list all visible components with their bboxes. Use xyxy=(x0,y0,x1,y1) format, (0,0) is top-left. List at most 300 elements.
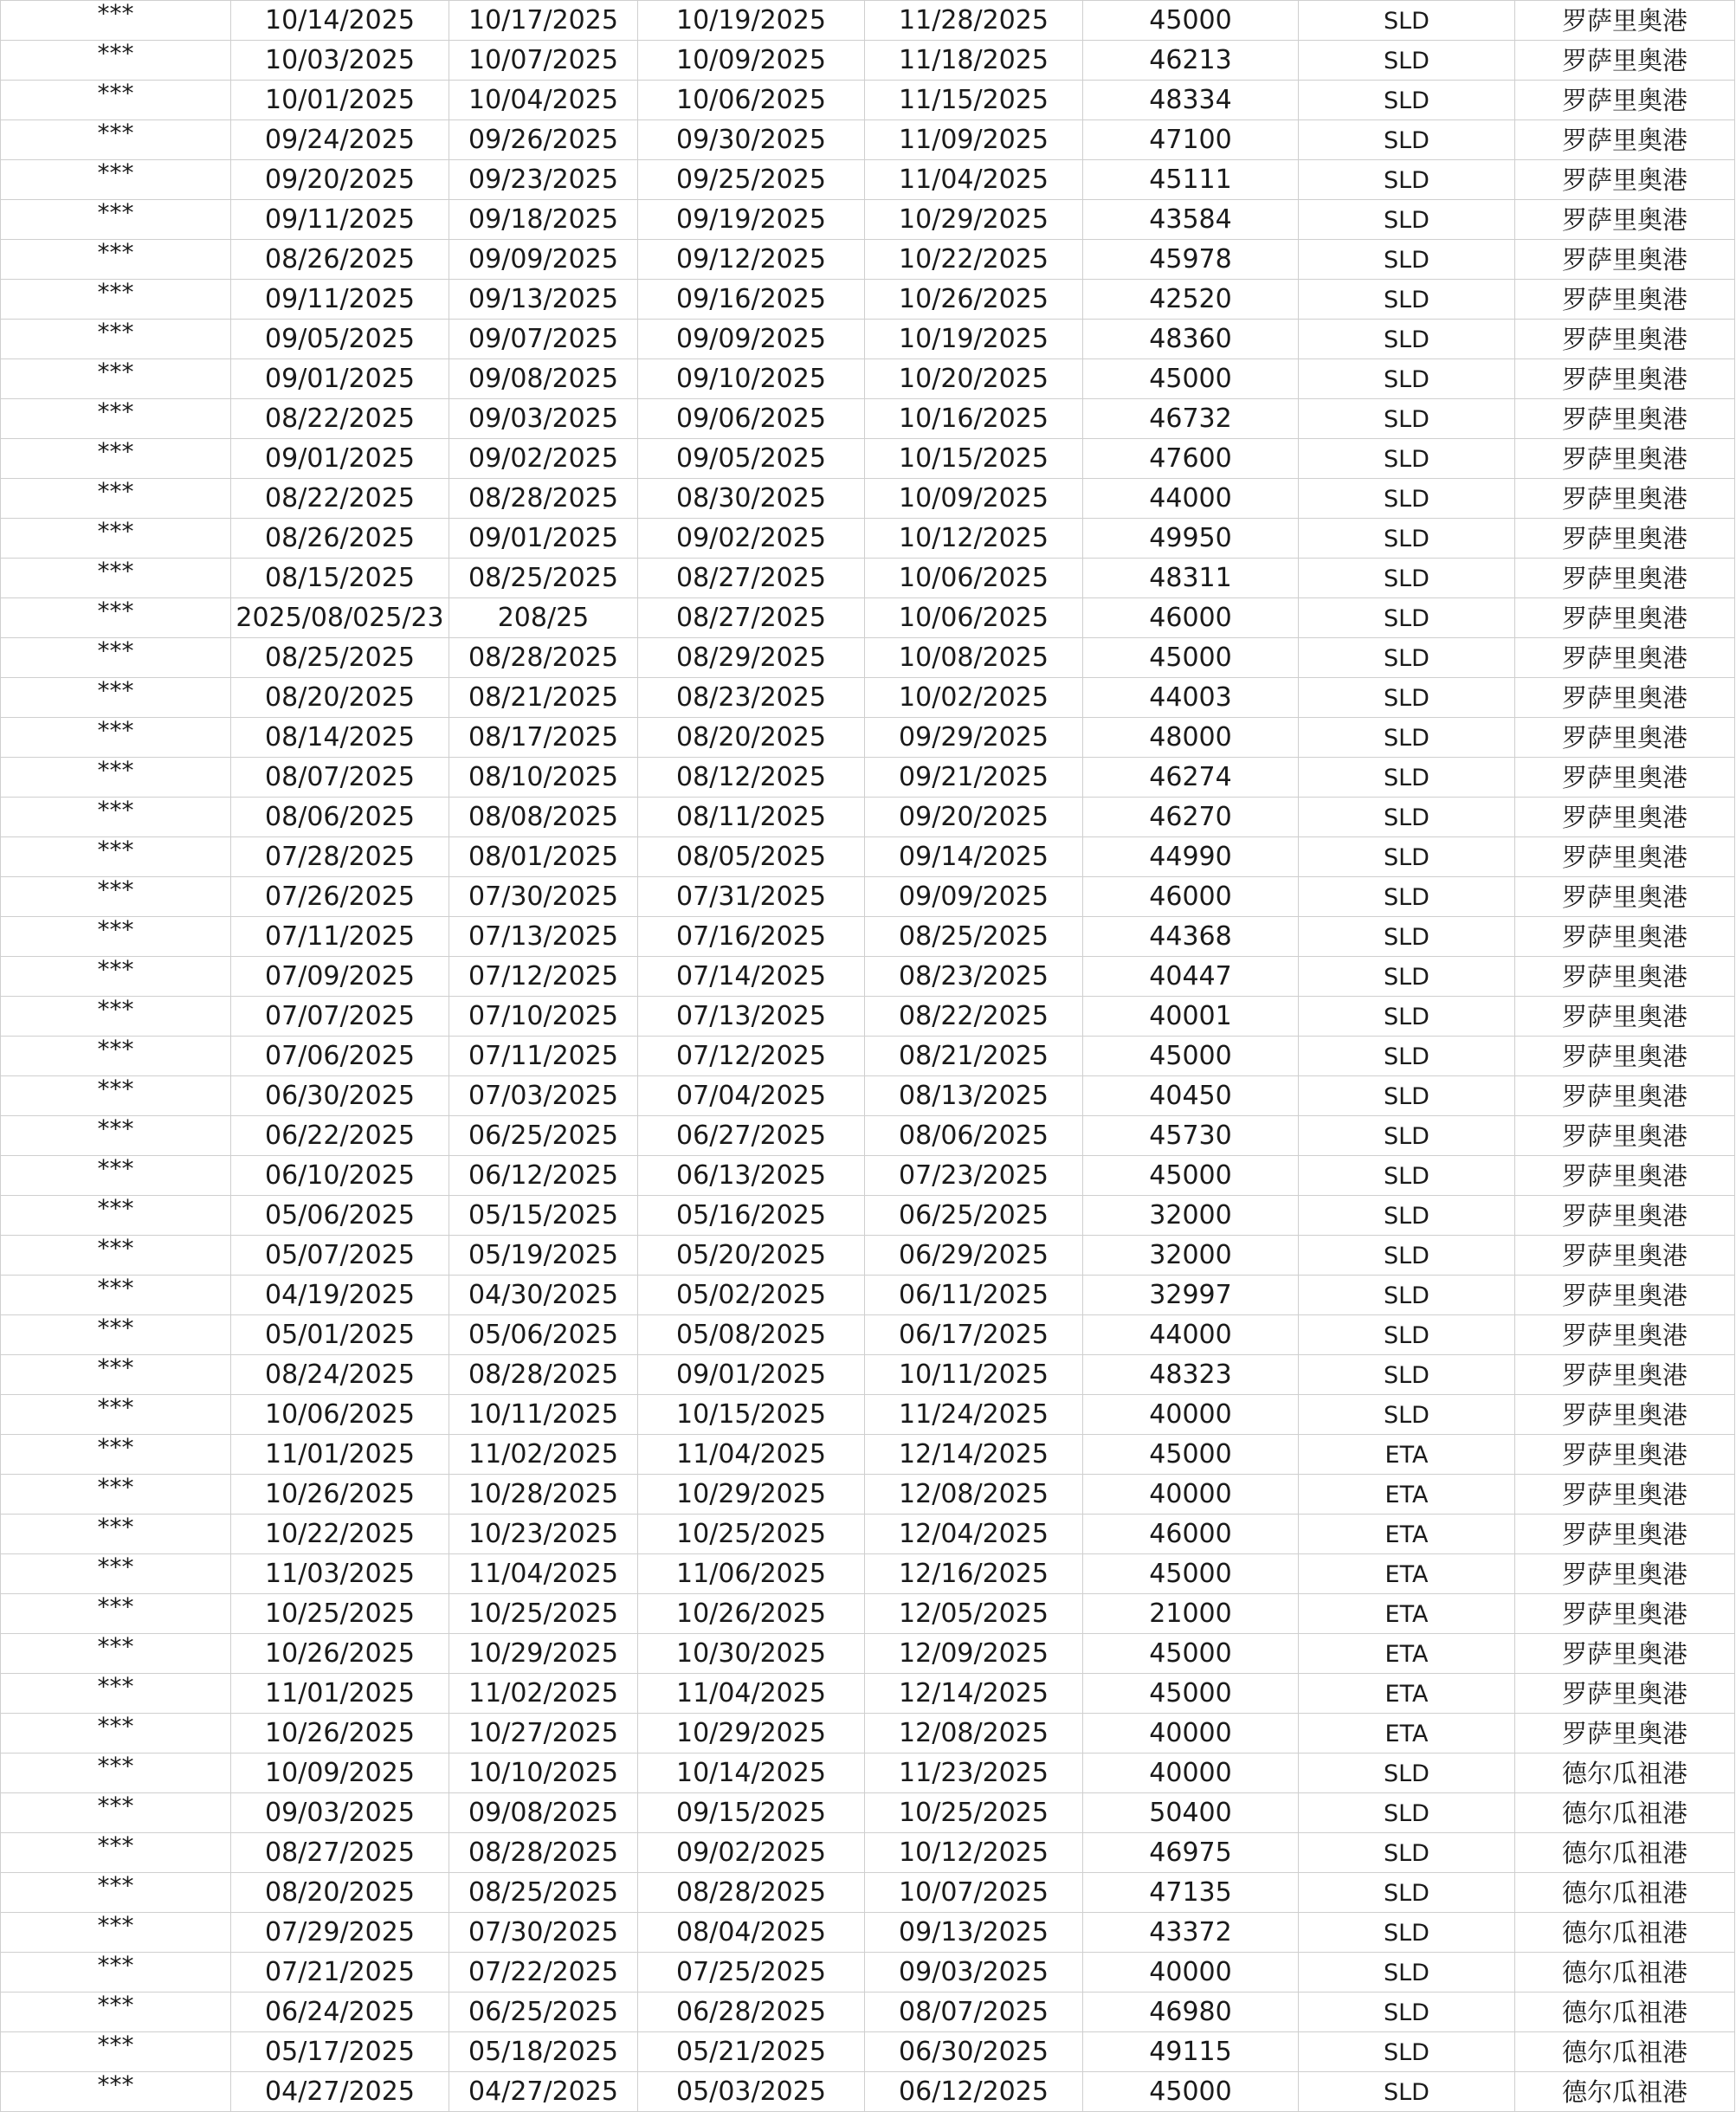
date-cell-2: 07/11/2025 xyxy=(449,1037,638,1076)
date-cell-1: 08/20/2025 xyxy=(231,1873,449,1913)
masked-id-cell: *** xyxy=(1,1953,231,1993)
table-row xyxy=(1,399,1735,439)
date-cell-2: 10/27/2025 xyxy=(449,1714,638,1754)
quantity-cell: 45000 xyxy=(1083,1037,1299,1076)
masked-id-cell: *** xyxy=(1,1076,231,1116)
date-cell-1: 06/24/2025 xyxy=(231,1993,449,2032)
port-cell: 罗萨里奥港 xyxy=(1515,41,1735,81)
date-cell-1: 08/26/2025 xyxy=(231,240,449,280)
date-cell-3: 07/04/2025 xyxy=(638,1076,865,1116)
date-cell-1: 04/27/2025 xyxy=(231,2072,449,2112)
date-cell-4: 10/15/2025 xyxy=(865,439,1083,479)
date-cell-3: 08/29/2025 xyxy=(638,638,865,678)
masked-id-cell: *** xyxy=(1,359,231,399)
date-cell-3: 05/02/2025 xyxy=(638,1276,865,1315)
date-cell-3: 10/14/2025 xyxy=(638,1754,865,1793)
date-cell-3: 10/06/2025 xyxy=(638,81,865,120)
status-cell: SLD xyxy=(1299,439,1515,479)
masked-id-cell: *** xyxy=(1,399,231,439)
date-cell-4: 10/29/2025 xyxy=(865,200,1083,240)
port-cell: 罗萨里奥港 xyxy=(1515,81,1735,120)
port-cell: 罗萨里奥港 xyxy=(1515,519,1735,559)
table-row xyxy=(1,1276,1735,1315)
table-row xyxy=(1,2072,1735,2112)
status-cell: SLD xyxy=(1299,758,1515,798)
quantity-cell: 45978 xyxy=(1083,240,1299,280)
date-cell-1: 2025/08/025/23 xyxy=(231,598,449,638)
masked-id-cell: *** xyxy=(1,1315,231,1355)
status-cell: SLD xyxy=(1299,638,1515,678)
quantity-cell: 50400 xyxy=(1083,1793,1299,1833)
status-cell: ETA xyxy=(1299,1515,1515,1554)
port-cell: 罗萨里奥港 xyxy=(1515,957,1735,997)
status-cell: ETA xyxy=(1299,1475,1515,1515)
masked-id-cell: *** xyxy=(1,1,231,41)
port-cell: 德尔瓜祖港 xyxy=(1515,1993,1735,2032)
date-cell-4: 06/12/2025 xyxy=(865,2072,1083,2112)
date-cell-1: 10/26/2025 xyxy=(231,1475,449,1515)
table-row xyxy=(1,1714,1735,1754)
date-cell-4: 10/06/2025 xyxy=(865,598,1083,638)
port-cell: 德尔瓜祖港 xyxy=(1515,1833,1735,1873)
date-cell-4: 12/08/2025 xyxy=(865,1714,1083,1754)
date-cell-4: 10/19/2025 xyxy=(865,320,1083,359)
date-cell-2: 09/13/2025 xyxy=(449,280,638,320)
date-cell-3: 09/12/2025 xyxy=(638,240,865,280)
date-cell-4: 09/21/2025 xyxy=(865,758,1083,798)
date-cell-2: 05/19/2025 xyxy=(449,1236,638,1276)
masked-id-cell: *** xyxy=(1,1594,231,1634)
status-cell: SLD xyxy=(1299,798,1515,837)
date-cell-1: 07/28/2025 xyxy=(231,837,449,877)
date-cell-3: 06/13/2025 xyxy=(638,1156,865,1196)
table-row xyxy=(1,1435,1735,1475)
date-cell-4: 10/26/2025 xyxy=(865,280,1083,320)
date-cell-2: 06/12/2025 xyxy=(449,1156,638,1196)
date-cell-4: 08/13/2025 xyxy=(865,1076,1083,1116)
masked-id-cell: *** xyxy=(1,41,231,81)
status-cell: SLD xyxy=(1299,399,1515,439)
status-cell: ETA xyxy=(1299,1554,1515,1594)
table-row xyxy=(1,758,1735,798)
quantity-cell: 44990 xyxy=(1083,837,1299,877)
masked-id-cell: *** xyxy=(1,1714,231,1754)
table-row xyxy=(1,1674,1735,1714)
masked-id-cell: *** xyxy=(1,1913,231,1953)
date-cell-1: 07/11/2025 xyxy=(231,917,449,957)
quantity-cell: 48311 xyxy=(1083,559,1299,598)
date-cell-2: 08/25/2025 xyxy=(449,559,638,598)
date-cell-4: 12/09/2025 xyxy=(865,1634,1083,1674)
quantity-cell: 48000 xyxy=(1083,718,1299,758)
date-cell-1: 09/20/2025 xyxy=(231,160,449,200)
date-cell-3: 07/16/2025 xyxy=(638,917,865,957)
status-cell: ETA xyxy=(1299,1674,1515,1714)
date-cell-2: 07/30/2025 xyxy=(449,877,638,917)
date-cell-4: 11/04/2025 xyxy=(865,160,1083,200)
quantity-cell: 40000 xyxy=(1083,1475,1299,1515)
quantity-cell: 46000 xyxy=(1083,598,1299,638)
date-cell-2: 09/01/2025 xyxy=(449,519,638,559)
port-cell: 罗萨里奥港 xyxy=(1515,399,1735,439)
port-cell: 罗萨里奥港 xyxy=(1515,837,1735,877)
date-cell-1: 06/30/2025 xyxy=(231,1076,449,1116)
masked-id-cell: *** xyxy=(1,997,231,1037)
quantity-cell: 32997 xyxy=(1083,1276,1299,1315)
date-cell-4: 12/05/2025 xyxy=(865,1594,1083,1634)
date-cell-2: 08/28/2025 xyxy=(449,479,638,519)
table-row xyxy=(1,1315,1735,1355)
masked-id-cell: *** xyxy=(1,758,231,798)
date-cell-3: 10/30/2025 xyxy=(638,1634,865,1674)
status-cell: SLD xyxy=(1299,917,1515,957)
date-cell-3: 07/13/2025 xyxy=(638,997,865,1037)
date-cell-2: 09/08/2025 xyxy=(449,1793,638,1833)
masked-id-cell: *** xyxy=(1,240,231,280)
date-cell-1: 08/14/2025 xyxy=(231,718,449,758)
date-cell-1: 09/01/2025 xyxy=(231,359,449,399)
table-body xyxy=(1,1,1735,2112)
date-cell-2: 08/21/2025 xyxy=(449,678,638,718)
quantity-cell: 48360 xyxy=(1083,320,1299,359)
port-cell: 罗萨里奥港 xyxy=(1515,1236,1735,1276)
quantity-cell: 49950 xyxy=(1083,519,1299,559)
date-cell-3: 08/27/2025 xyxy=(638,559,865,598)
masked-id-cell: *** xyxy=(1,81,231,120)
masked-id-cell: *** xyxy=(1,280,231,320)
date-cell-3: 07/25/2025 xyxy=(638,1953,865,1993)
quantity-cell: 44000 xyxy=(1083,479,1299,519)
date-cell-4: 06/29/2025 xyxy=(865,1236,1083,1276)
status-cell: SLD xyxy=(1299,1793,1515,1833)
date-cell-1: 10/22/2025 xyxy=(231,1515,449,1554)
date-cell-2: 05/06/2025 xyxy=(449,1315,638,1355)
status-cell: ETA xyxy=(1299,1594,1515,1634)
date-cell-2: 11/02/2025 xyxy=(449,1674,638,1714)
status-cell: SLD xyxy=(1299,1156,1515,1196)
port-cell: 德尔瓜祖港 xyxy=(1515,1873,1735,1913)
date-cell-4: 11/28/2025 xyxy=(865,1,1083,41)
date-cell-2: 10/29/2025 xyxy=(449,1634,638,1674)
masked-id-cell: *** xyxy=(1,1355,231,1395)
masked-id-cell: *** xyxy=(1,638,231,678)
port-cell: 罗萨里奥港 xyxy=(1515,280,1735,320)
date-cell-4: 12/14/2025 xyxy=(865,1435,1083,1475)
masked-id-cell: *** xyxy=(1,678,231,718)
date-cell-1: 10/01/2025 xyxy=(231,81,449,120)
quantity-cell: 47100 xyxy=(1083,120,1299,160)
status-cell: SLD xyxy=(1299,479,1515,519)
port-cell: 罗萨里奥港 xyxy=(1515,598,1735,638)
table-row xyxy=(1,2032,1735,2072)
date-cell-4: 12/16/2025 xyxy=(865,1554,1083,1594)
table-row xyxy=(1,1,1735,41)
quantity-cell: 45000 xyxy=(1083,1634,1299,1674)
masked-id-cell: *** xyxy=(1,1435,231,1475)
status-cell: SLD xyxy=(1299,120,1515,160)
date-cell-4: 08/23/2025 xyxy=(865,957,1083,997)
date-cell-1: 04/19/2025 xyxy=(231,1276,449,1315)
date-cell-2: 05/15/2025 xyxy=(449,1196,638,1236)
date-cell-3: 06/28/2025 xyxy=(638,1993,865,2032)
date-cell-1: 07/07/2025 xyxy=(231,997,449,1037)
date-cell-4: 08/06/2025 xyxy=(865,1116,1083,1156)
table-row xyxy=(1,798,1735,837)
date-cell-4: 09/13/2025 xyxy=(865,1913,1083,1953)
date-cell-2: 09/23/2025 xyxy=(449,160,638,200)
date-cell-3: 11/06/2025 xyxy=(638,1554,865,1594)
date-cell-2: 11/02/2025 xyxy=(449,1435,638,1475)
date-cell-1: 09/01/2025 xyxy=(231,439,449,479)
table-row xyxy=(1,280,1735,320)
date-cell-1: 05/06/2025 xyxy=(231,1196,449,1236)
port-cell: 罗萨里奥港 xyxy=(1515,877,1735,917)
masked-id-cell: *** xyxy=(1,1037,231,1076)
masked-id-cell: *** xyxy=(1,1754,231,1793)
table-row xyxy=(1,1993,1735,2032)
masked-id-cell: *** xyxy=(1,718,231,758)
quantity-cell: 21000 xyxy=(1083,1594,1299,1634)
date-cell-3: 08/05/2025 xyxy=(638,837,865,877)
quantity-cell: 45730 xyxy=(1083,1116,1299,1156)
date-cell-4: 12/04/2025 xyxy=(865,1515,1083,1554)
date-cell-1: 05/07/2025 xyxy=(231,1236,449,1276)
table-row xyxy=(1,1634,1735,1674)
masked-id-cell: *** xyxy=(1,439,231,479)
date-cell-1: 08/22/2025 xyxy=(231,399,449,439)
date-cell-3: 07/31/2025 xyxy=(638,877,865,917)
quantity-cell: 46732 xyxy=(1083,399,1299,439)
date-cell-3: 08/04/2025 xyxy=(638,1913,865,1953)
quantity-cell: 47600 xyxy=(1083,439,1299,479)
status-cell: SLD xyxy=(1299,81,1515,120)
date-cell-1: 11/03/2025 xyxy=(231,1554,449,1594)
status-cell: SLD xyxy=(1299,1116,1515,1156)
date-cell-2: 09/18/2025 xyxy=(449,200,638,240)
table-row xyxy=(1,1913,1735,1953)
quantity-cell: 46274 xyxy=(1083,758,1299,798)
date-cell-3: 08/28/2025 xyxy=(638,1873,865,1913)
table-row xyxy=(1,41,1735,81)
date-cell-4: 06/30/2025 xyxy=(865,2032,1083,2072)
date-cell-4: 09/14/2025 xyxy=(865,837,1083,877)
quantity-cell: 45000 xyxy=(1083,1,1299,41)
port-cell: 罗萨里奥港 xyxy=(1515,1196,1735,1236)
date-cell-3: 08/27/2025 xyxy=(638,598,865,638)
date-cell-2: 09/02/2025 xyxy=(449,439,638,479)
quantity-cell: 40000 xyxy=(1083,1714,1299,1754)
date-cell-4: 11/18/2025 xyxy=(865,41,1083,81)
date-cell-4: 08/25/2025 xyxy=(865,917,1083,957)
date-cell-3: 05/20/2025 xyxy=(638,1236,865,1276)
date-cell-4: 12/14/2025 xyxy=(865,1674,1083,1714)
table-row xyxy=(1,1554,1735,1594)
port-cell: 罗萨里奥港 xyxy=(1515,1116,1735,1156)
port-cell: 罗萨里奥港 xyxy=(1515,1674,1735,1714)
status-cell: SLD xyxy=(1299,1873,1515,1913)
date-cell-1: 10/06/2025 xyxy=(231,1395,449,1435)
date-cell-4: 09/09/2025 xyxy=(865,877,1083,917)
table-row xyxy=(1,598,1735,638)
date-cell-3: 09/06/2025 xyxy=(638,399,865,439)
table-row xyxy=(1,200,1735,240)
status-cell: ETA xyxy=(1299,1435,1515,1475)
date-cell-4: 10/16/2025 xyxy=(865,399,1083,439)
date-cell-3: 09/02/2025 xyxy=(638,1833,865,1873)
masked-id-cell: *** xyxy=(1,598,231,638)
date-cell-2: 07/10/2025 xyxy=(449,997,638,1037)
table-row xyxy=(1,1793,1735,1833)
date-cell-4: 09/20/2025 xyxy=(865,798,1083,837)
quantity-cell: 45000 xyxy=(1083,1674,1299,1714)
quantity-cell: 40000 xyxy=(1083,1953,1299,1993)
port-cell: 罗萨里奥港 xyxy=(1515,718,1735,758)
date-cell-3: 09/05/2025 xyxy=(638,439,865,479)
date-cell-2: 09/09/2025 xyxy=(449,240,638,280)
port-cell: 罗萨里奥港 xyxy=(1515,1355,1735,1395)
date-cell-4: 11/24/2025 xyxy=(865,1395,1083,1435)
table-row xyxy=(1,1037,1735,1076)
table-row xyxy=(1,1475,1735,1515)
table-row xyxy=(1,479,1735,519)
port-cell: 罗萨里奥港 xyxy=(1515,439,1735,479)
port-cell: 罗萨里奥港 xyxy=(1515,1554,1735,1594)
date-cell-3: 09/09/2025 xyxy=(638,320,865,359)
status-cell: SLD xyxy=(1299,1754,1515,1793)
table-row xyxy=(1,359,1735,399)
masked-id-cell: *** xyxy=(1,519,231,559)
port-cell: 罗萨里奥港 xyxy=(1515,1315,1735,1355)
port-cell: 罗萨里奥港 xyxy=(1515,1435,1735,1475)
port-cell: 罗萨里奥港 xyxy=(1515,359,1735,399)
date-cell-2: 208/25 xyxy=(449,598,638,638)
port-cell: 罗萨里奥港 xyxy=(1515,200,1735,240)
date-cell-1: 09/05/2025 xyxy=(231,320,449,359)
port-cell: 罗萨里奥港 xyxy=(1515,678,1735,718)
date-cell-3: 09/19/2025 xyxy=(638,200,865,240)
date-cell-4: 10/06/2025 xyxy=(865,559,1083,598)
date-cell-1: 07/06/2025 xyxy=(231,1037,449,1076)
port-cell: 罗萨里奥港 xyxy=(1515,160,1735,200)
date-cell-4: 08/21/2025 xyxy=(865,1037,1083,1076)
table-row xyxy=(1,917,1735,957)
quantity-cell: 45000 xyxy=(1083,1156,1299,1196)
masked-id-cell: *** xyxy=(1,2072,231,2112)
table-row xyxy=(1,678,1735,718)
masked-id-cell: *** xyxy=(1,1793,231,1833)
masked-id-cell: *** xyxy=(1,917,231,957)
table-row xyxy=(1,1754,1735,1793)
date-cell-3: 08/20/2025 xyxy=(638,718,865,758)
date-cell-2: 09/08/2025 xyxy=(449,359,638,399)
date-cell-3: 10/25/2025 xyxy=(638,1515,865,1554)
status-cell: SLD xyxy=(1299,1276,1515,1315)
date-cell-4: 10/11/2025 xyxy=(865,1355,1083,1395)
status-cell: SLD xyxy=(1299,1196,1515,1236)
port-cell: 罗萨里奥港 xyxy=(1515,1037,1735,1076)
date-cell-2: 08/08/2025 xyxy=(449,798,638,837)
table-row xyxy=(1,1873,1735,1913)
date-cell-2: 11/04/2025 xyxy=(449,1554,638,1594)
date-cell-1: 10/25/2025 xyxy=(231,1594,449,1634)
table-row xyxy=(1,240,1735,280)
quantity-cell: 43372 xyxy=(1083,1913,1299,1953)
quantity-cell: 40000 xyxy=(1083,1754,1299,1793)
table-row xyxy=(1,638,1735,678)
date-cell-1: 09/03/2025 xyxy=(231,1793,449,1833)
masked-id-cell: *** xyxy=(1,1395,231,1435)
date-cell-3: 09/10/2025 xyxy=(638,359,865,399)
date-cell-2: 08/28/2025 xyxy=(449,638,638,678)
quantity-cell: 45000 xyxy=(1083,359,1299,399)
date-cell-2: 09/03/2025 xyxy=(449,399,638,439)
date-cell-3: 09/25/2025 xyxy=(638,160,865,200)
status-cell: ETA xyxy=(1299,1634,1515,1674)
date-cell-1: 06/22/2025 xyxy=(231,1116,449,1156)
quantity-cell: 32000 xyxy=(1083,1196,1299,1236)
port-cell: 罗萨里奥港 xyxy=(1515,1076,1735,1116)
quantity-cell: 44368 xyxy=(1083,917,1299,957)
port-cell: 罗萨里奥港 xyxy=(1515,120,1735,160)
table-row xyxy=(1,1355,1735,1395)
status-cell: SLD xyxy=(1299,1395,1515,1435)
table-row xyxy=(1,1196,1735,1236)
date-cell-4: 10/20/2025 xyxy=(865,359,1083,399)
quantity-cell: 46000 xyxy=(1083,1515,1299,1554)
quantity-cell: 46270 xyxy=(1083,798,1299,837)
quantity-cell: 45111 xyxy=(1083,160,1299,200)
masked-id-cell: *** xyxy=(1,1873,231,1913)
date-cell-3: 06/27/2025 xyxy=(638,1116,865,1156)
table-row xyxy=(1,1594,1735,1634)
date-cell-4: 07/23/2025 xyxy=(865,1156,1083,1196)
date-cell-1: 10/26/2025 xyxy=(231,1714,449,1754)
date-cell-1: 09/11/2025 xyxy=(231,280,449,320)
table-row xyxy=(1,877,1735,917)
status-cell: SLD xyxy=(1299,678,1515,718)
status-cell: SLD xyxy=(1299,160,1515,200)
status-cell: ETA xyxy=(1299,1714,1515,1754)
date-cell-3: 08/30/2025 xyxy=(638,479,865,519)
date-cell-4: 11/23/2025 xyxy=(865,1754,1083,1793)
date-cell-1: 10/09/2025 xyxy=(231,1754,449,1793)
date-cell-4: 06/25/2025 xyxy=(865,1196,1083,1236)
quantity-cell: 40447 xyxy=(1083,957,1299,997)
date-cell-1: 11/01/2025 xyxy=(231,1435,449,1475)
date-cell-2: 06/25/2025 xyxy=(449,1116,638,1156)
date-cell-2: 08/25/2025 xyxy=(449,1873,638,1913)
date-cell-2: 07/13/2025 xyxy=(449,917,638,957)
port-cell: 德尔瓜祖港 xyxy=(1515,1953,1735,1993)
table-row xyxy=(1,1236,1735,1276)
date-cell-3: 08/12/2025 xyxy=(638,758,865,798)
date-cell-1: 07/29/2025 xyxy=(231,1913,449,1953)
date-cell-1: 09/24/2025 xyxy=(231,120,449,160)
date-cell-1: 07/26/2025 xyxy=(231,877,449,917)
date-cell-1: 08/07/2025 xyxy=(231,758,449,798)
table-row xyxy=(1,1833,1735,1873)
masked-id-cell: *** xyxy=(1,877,231,917)
date-cell-2: 08/17/2025 xyxy=(449,718,638,758)
quantity-cell: 44003 xyxy=(1083,678,1299,718)
date-cell-3: 11/04/2025 xyxy=(638,1674,865,1714)
status-cell: SLD xyxy=(1299,41,1515,81)
port-cell: 罗萨里奥港 xyxy=(1515,917,1735,957)
table-row xyxy=(1,439,1735,479)
quantity-cell: 46975 xyxy=(1083,1833,1299,1873)
quantity-cell: 46980 xyxy=(1083,1993,1299,2032)
date-cell-3: 05/03/2025 xyxy=(638,2072,865,2112)
